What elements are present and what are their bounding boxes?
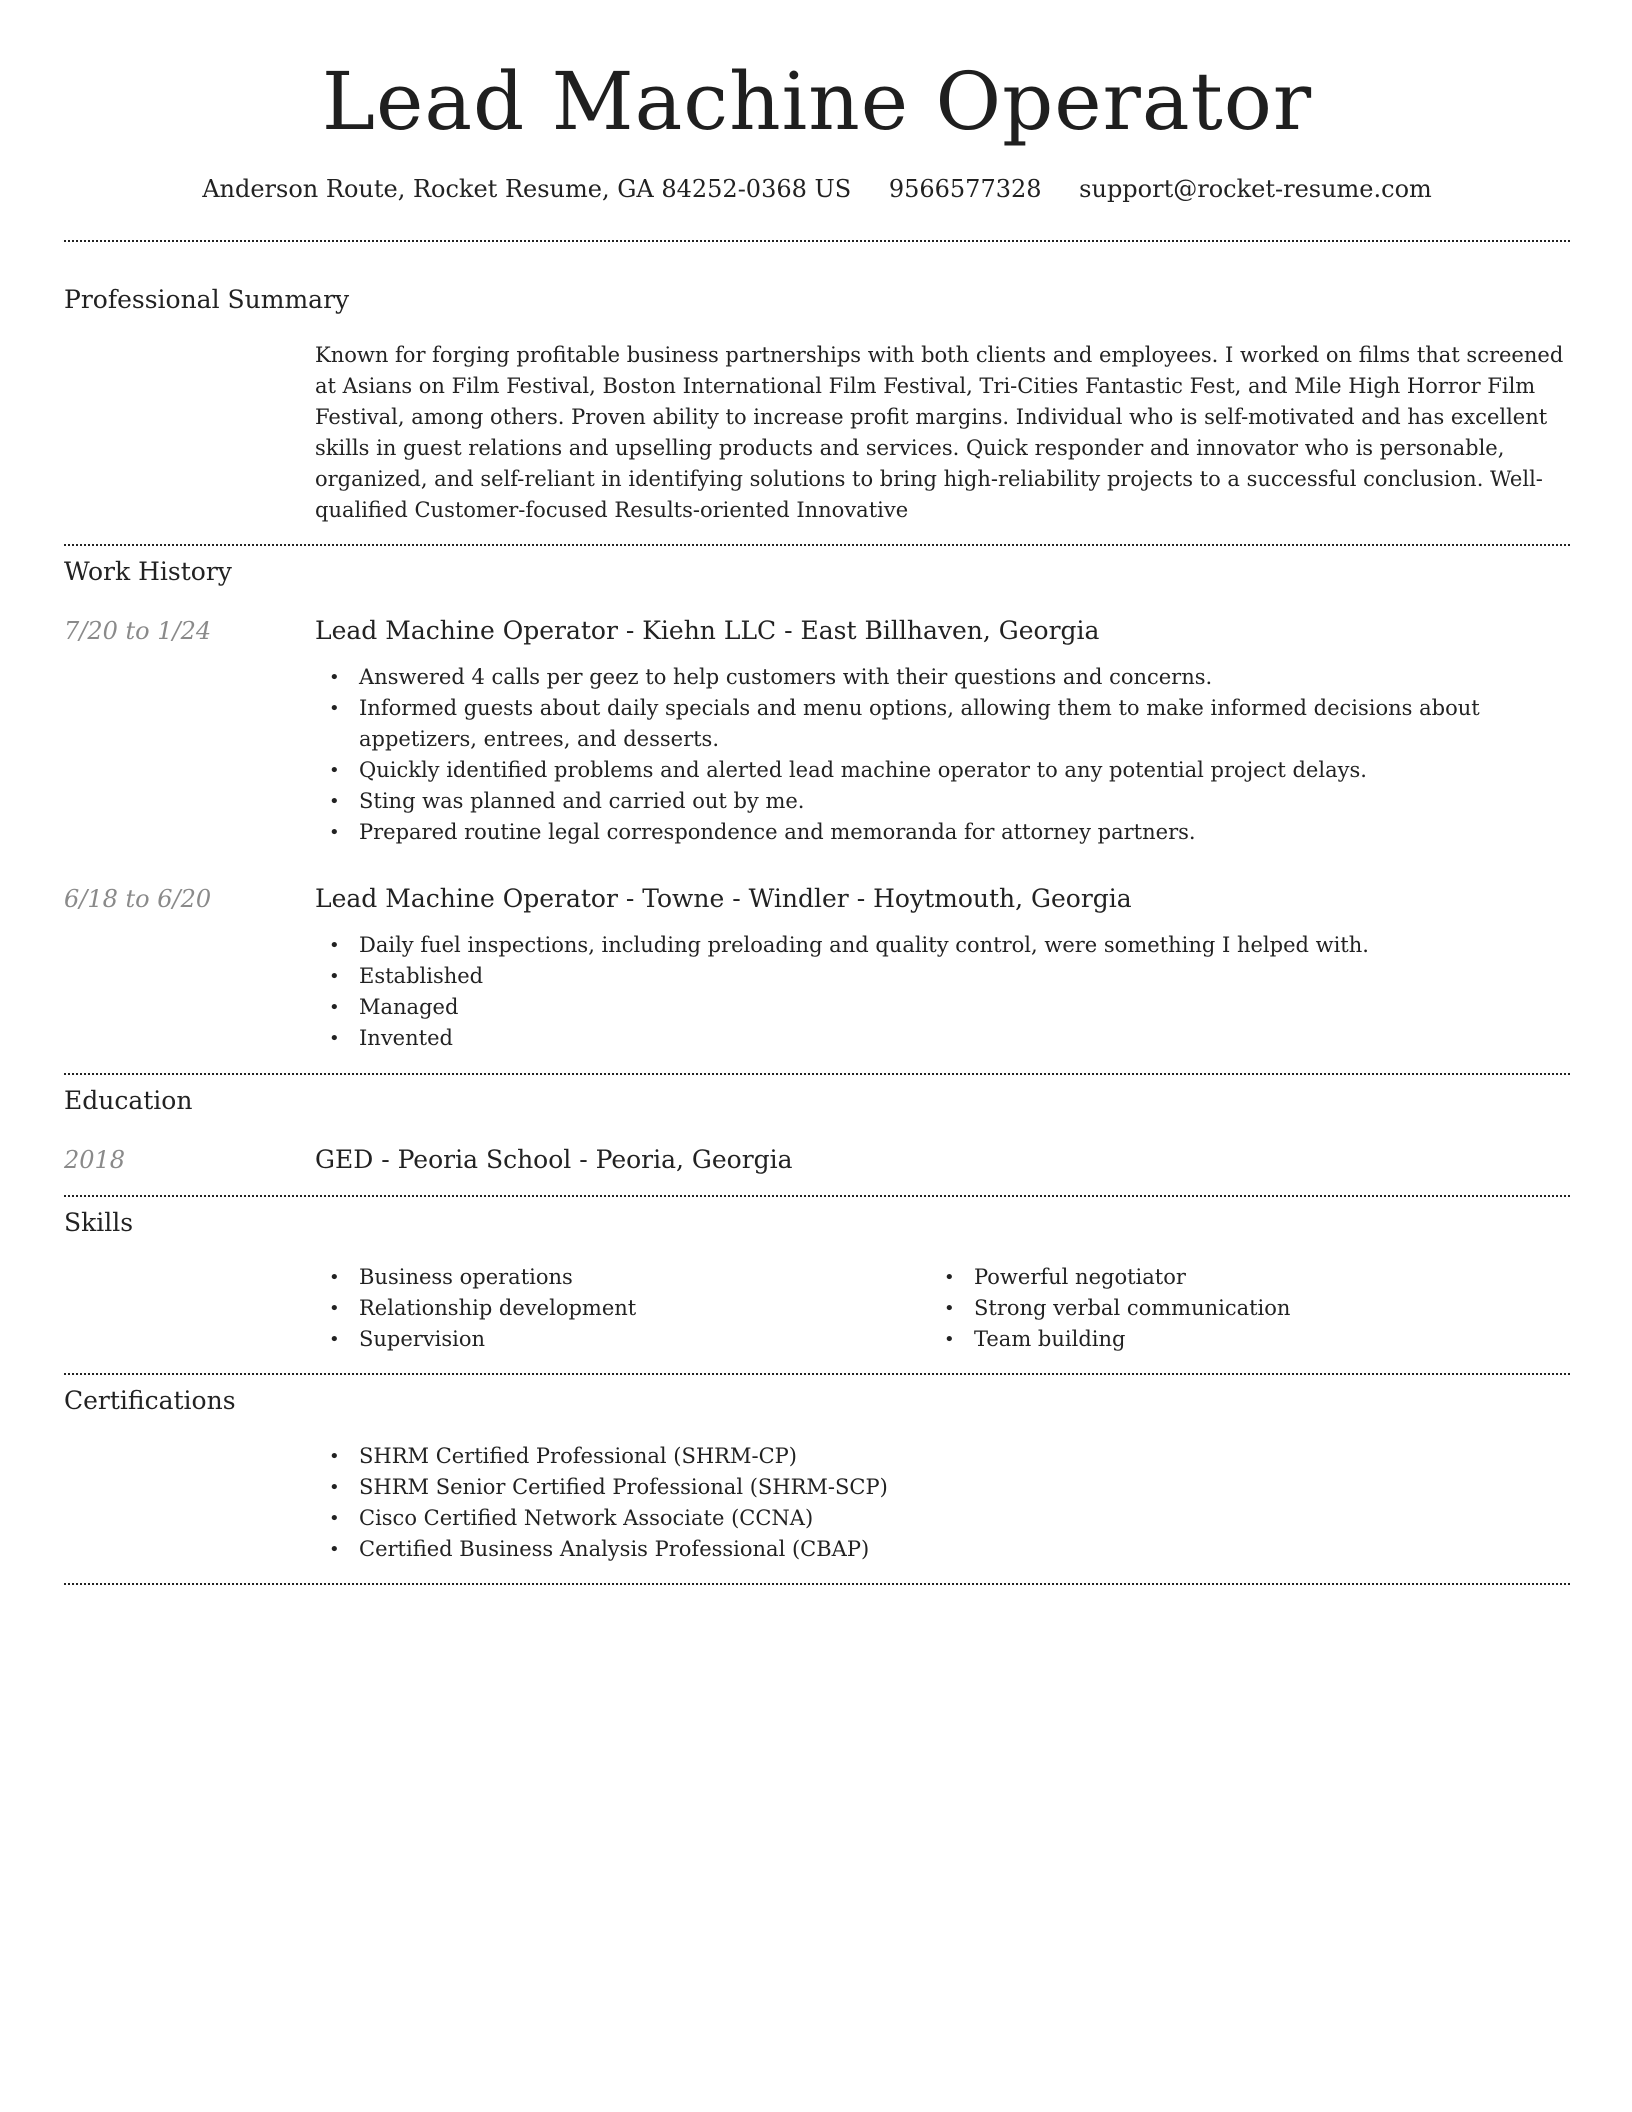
divider bbox=[64, 1583, 1570, 1585]
list-item: • Invented bbox=[315, 1023, 1570, 1054]
contact-line bbox=[64, 172, 1570, 206]
list-item: • Answered 4 calls per geez to help customers with their questions and concerns. bbox=[315, 662, 1570, 693]
list-item: • Sting was planned and carried out by me. bbox=[315, 786, 1570, 817]
skills-list-right bbox=[930, 1262, 1530, 1355]
section-heading-summary: Professional Summary bbox=[64, 285, 350, 314]
education-date: 2018 bbox=[64, 1146, 126, 1174]
job-dates: 6/18 to 6/20 bbox=[64, 885, 212, 913]
list-item: • Cisco Certified Network Associate (CCNA) bbox=[315, 1503, 1570, 1534]
section-heading-skills: Skills bbox=[64, 1208, 134, 1237]
list-item: • Prepared routine legal correspondence and memoranda for attorney partners. bbox=[315, 817, 1570, 848]
job-title: Lead Machine Operator - Kiehn LLC - East Billhaven, Georgia bbox=[315, 616, 1100, 645]
contact-address: Anderson Route, Rocket Resume, GA 84252-0368 US bbox=[202, 175, 852, 203]
job-entry bbox=[315, 614, 1570, 848]
divider bbox=[64, 1195, 1570, 1197]
list-item: • Informed guests about daily specials and menu options, allowing them to make informed decisions about appetizers, entrees, and desserts. bbox=[315, 693, 1570, 755]
list-item: • Powerful negotiator bbox=[930, 1262, 1530, 1293]
list-item: • Certified Business Analysis Professional (CBAP) bbox=[315, 1534, 1570, 1565]
list-item: • Established bbox=[315, 961, 1570, 992]
contact-phone: 9566577328 bbox=[888, 175, 1042, 203]
contact-email: support@rocket-resume.com bbox=[1079, 175, 1432, 203]
education-entry bbox=[315, 1143, 1570, 1177]
divider bbox=[64, 544, 1570, 546]
job-entry bbox=[315, 882, 1570, 1054]
job-title: Lead Machine Operator - Towne - Windler - Hoytmouth, Georgia bbox=[315, 884, 1132, 913]
section-heading-work: Work History bbox=[64, 557, 232, 586]
list-item: • SHRM Certified Professional (SHRM-CP) bbox=[315, 1441, 1570, 1472]
list-item: • Team building bbox=[930, 1324, 1530, 1355]
list-item: • Quickly identified problems and alerted lead machine operator to any potential project delays. bbox=[315, 755, 1570, 786]
job-dates: 7/20 to 1/24 bbox=[64, 617, 212, 645]
job-bullets bbox=[315, 662, 1570, 848]
resume-page bbox=[64, 0, 1570, 2112]
skills-list-left bbox=[315, 1262, 915, 1355]
list-item: • Daily fuel inspections, including preloading and quality control, were something I helped with. bbox=[315, 930, 1570, 961]
job-bullets bbox=[315, 930, 1570, 1054]
list-item: • Relationship development bbox=[315, 1293, 915, 1324]
education-title: GED - Peoria School - Peoria, Georgia bbox=[315, 1145, 793, 1174]
divider bbox=[64, 1073, 1570, 1075]
certifications-list bbox=[315, 1441, 1570, 1565]
divider bbox=[64, 240, 1570, 242]
list-item: • Strong verbal communication bbox=[930, 1293, 1530, 1324]
section-heading-certifications: Certifications bbox=[64, 1386, 236, 1415]
list-item: • SHRM Senior Certified Professional (SHRM-SCP) bbox=[315, 1472, 1570, 1503]
list-item: • Business operations bbox=[315, 1262, 915, 1293]
list-item: • Managed bbox=[315, 992, 1570, 1023]
summary-text: Known for forging profitable business partnerships with both clients and employees. I worked on films that screened at Asians on Film Festival, Boston International Film Festival, Tri-Cities Fantastic Fest, and Mile High Horror Film Festival, among others. Proven ability to increase profit margins. Individual who is self-motivated and has excellent skills in guest relations and upselling products and services. Quick responder and innovator who is personable, organized, and self-reliant in identifying solutions to bring high-reliability projects to a successful conclusion. Well-qualified Customer-focused Results-oriented Innovative bbox=[315, 343, 1564, 522]
divider bbox=[64, 1373, 1570, 1375]
page-title: Lead Machine Operator bbox=[321, 55, 1313, 148]
list-item: • Supervision bbox=[315, 1324, 915, 1355]
section-heading-education: Education bbox=[64, 1086, 193, 1115]
